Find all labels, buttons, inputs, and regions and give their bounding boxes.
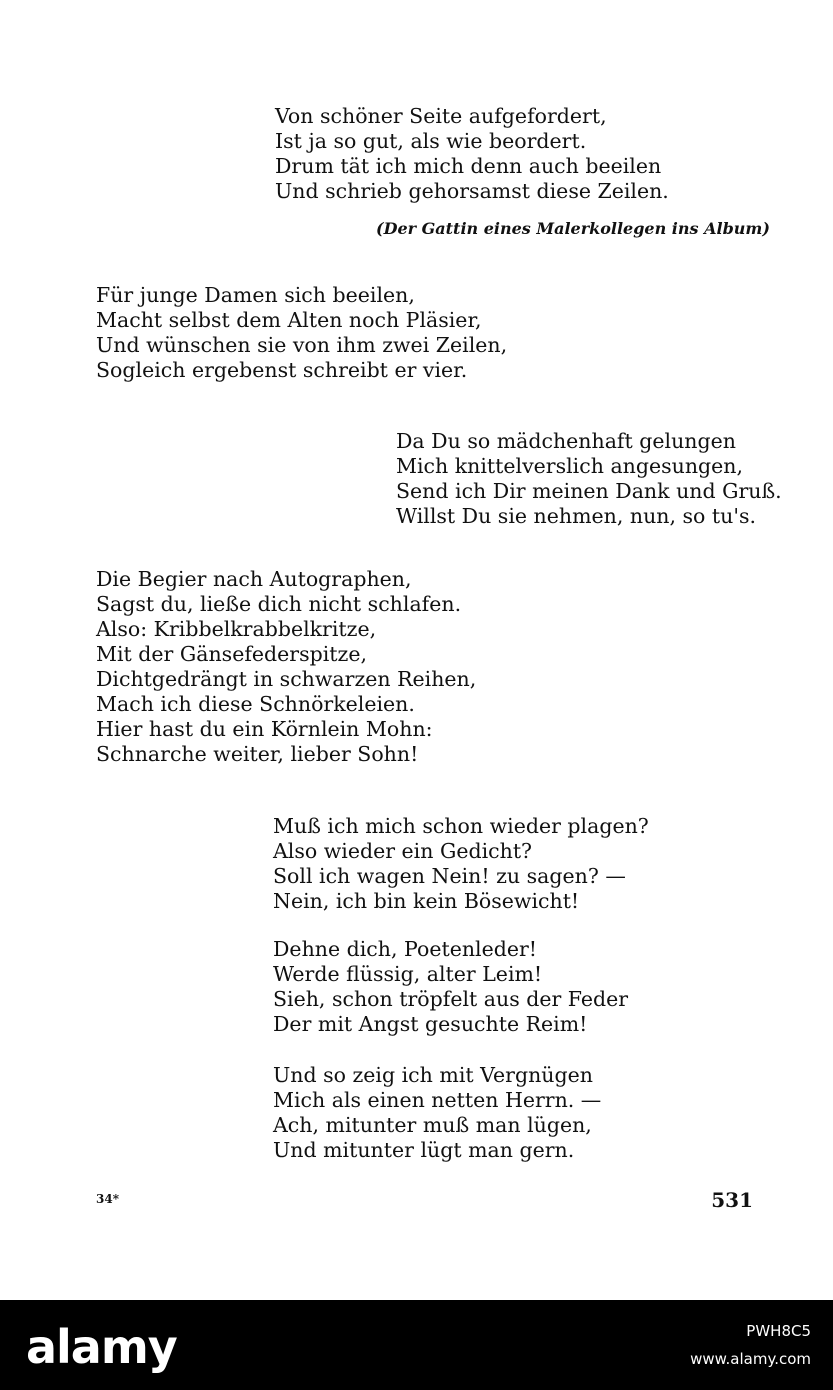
poem-line: Mit der Gänsefederspitze, [96, 642, 367, 666]
page-number: 531 [711, 1188, 753, 1212]
poem-line: Sagst du, ließe dich nicht schlafen. [96, 592, 462, 616]
poem-line: Dehne dich, Poetenleder! [273, 937, 538, 961]
poem-line: Also: Kribbelkrabbelkritze, [96, 617, 377, 641]
poem-2 [96, 283, 507, 383]
poem-line: Mich als einen netten Herrn. — [273, 1088, 602, 1112]
poem-line: Dichtgedrängt in schwarzen Reihen, [96, 667, 477, 691]
poem-line: Von schöner Seite aufgefordert, [275, 104, 607, 128]
alamy-logo: alamy [26, 1320, 177, 1374]
poem-line: Der mit Angst gesuchte Reim! [273, 1012, 588, 1036]
poem-line: Mich knittelverslich angesungen, [396, 454, 744, 478]
poem-1 [275, 104, 669, 204]
poem-line: Also wieder ein Gedicht? [273, 839, 533, 863]
image-id: PWH8C5 [746, 1322, 811, 1340]
poem-line: Soll ich wagen Nein! zu sagen? — [273, 864, 626, 888]
poem-line: Mach ich diese Schnörkeleien. [96, 692, 415, 716]
poem-line: Da Du so mädchenhaft gelungen [396, 429, 736, 453]
poem-line: Und schrieb gehorsamst diese Zeilen. [275, 179, 669, 203]
poem-line: Muß ich mich schon wieder plagen? [273, 814, 649, 838]
poem-line: Sogleich ergebenst schreibt er vier. [96, 358, 468, 382]
poem-line: Und wünschen sie von ihm zwei Zeilen, [96, 333, 508, 357]
poem-line: Sieh, schon tröpfelt aus der Feder [273, 987, 629, 1011]
poem-line: Werde flüssig, alter Leim! [273, 962, 543, 986]
poem-line: Ist ja so gut, als wie beordert. [275, 129, 587, 153]
poem-line: Schnarche weiter, lieber Sohn! [96, 742, 419, 766]
watermark-bar [0, 1300, 833, 1390]
poem-5-stanza-1 [273, 814, 649, 914]
poem-caption: (Der Gattin eines Malerkollegen ins Album) [376, 219, 770, 238]
poem-line: Und mitunter lügt man gern. [273, 1138, 575, 1162]
poem-line: Send ich Dir meinen Dank und Gruß. [396, 479, 782, 503]
poem-line: Nein, ich bin kein Bösewicht! [273, 889, 580, 913]
poem-line: Willst Du sie nehmen, nun, so tu's. [396, 504, 757, 528]
poem-line: Hier hast du ein Körnlein Mohn: [96, 717, 433, 741]
poem-5-stanza-3 [273, 1063, 601, 1163]
poem-line: Die Begier nach Autographen, [96, 567, 412, 591]
poem-line: Für junge Damen sich beeilen, [96, 283, 415, 307]
poem-4 [96, 567, 476, 767]
poem-3 [396, 429, 782, 529]
signature-mark: 34* [96, 1192, 119, 1206]
poem-line: Drum tät ich mich denn auch beeilen [275, 154, 662, 178]
poem-5-stanza-2 [273, 937, 628, 1037]
poem-line: Ach, mitunter muß man lügen, [273, 1113, 592, 1137]
poem-line: Macht selbst dem Alten noch Pläsier, [96, 308, 482, 332]
poem-line: Und so zeig ich mit Vergnügen [273, 1063, 593, 1087]
site-url: www.alamy.com [690, 1350, 811, 1368]
